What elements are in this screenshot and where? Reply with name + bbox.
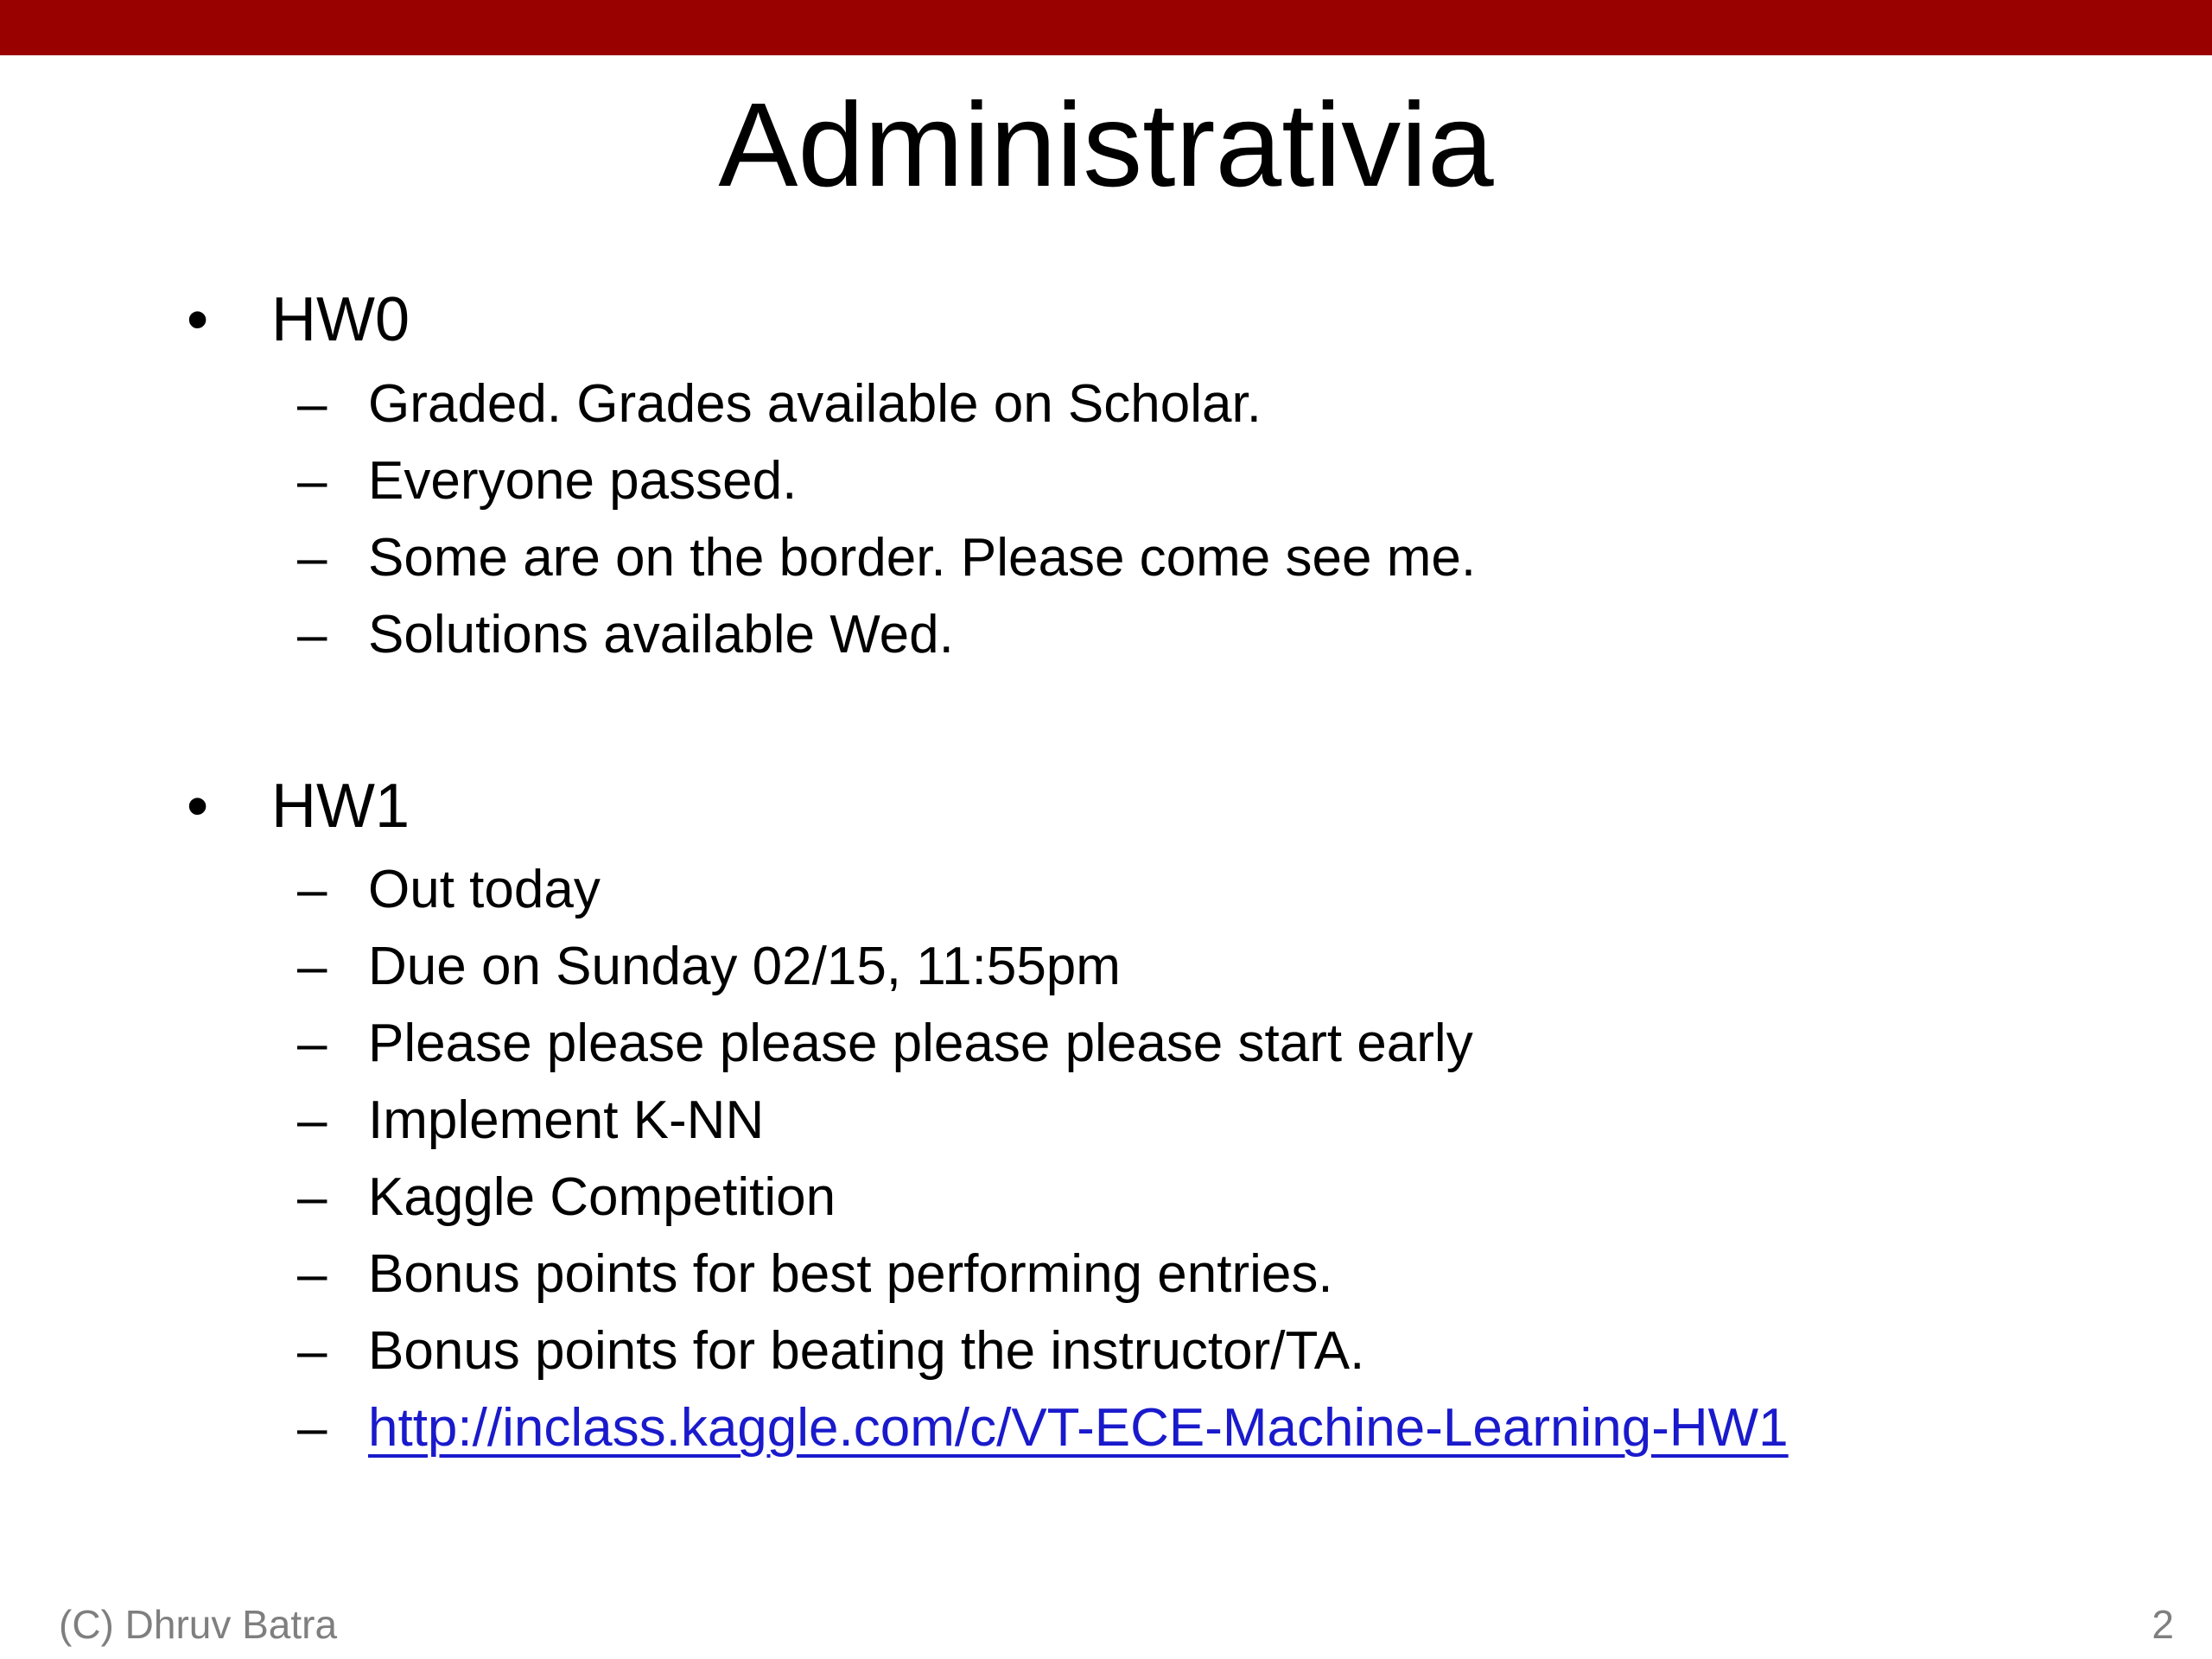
dash-marker: –: [297, 451, 327, 511]
list-item-text: Bonus points for best performing entries.: [368, 1244, 1333, 1304]
list-item-text: Everyone passed.: [368, 451, 798, 511]
list-item-text: Due on Sunday 02/15, 11:55pm: [368, 937, 1121, 996]
dash-marker: –: [297, 1090, 327, 1150]
list-item-text: Implement K-NN: [368, 1090, 765, 1150]
dash-marker: –: [297, 860, 327, 919]
bullet-marker: •: [187, 772, 209, 841]
dash-marker: –: [297, 374, 327, 434]
list-item-text: Out today: [368, 860, 601, 919]
dash-marker: –: [297, 937, 327, 996]
slide-page-number: 2: [2152, 1602, 2174, 1647]
dash-marker: –: [297, 1398, 327, 1458]
list-item-text: Solutions available Wed.: [368, 605, 954, 664]
dash-marker: –: [297, 1244, 327, 1304]
list-item-text: Kaggle Competition: [368, 1167, 836, 1227]
kaggle-competition-link[interactable]: http://inclass.kaggle.com/c/VT-ECE-Machine-Learning-HW1: [368, 1398, 1789, 1458]
slide-title: Administrativia: [718, 79, 1494, 212]
bullet-marker: •: [187, 285, 209, 354]
top-accent-bar: [0, 0, 2212, 55]
list-item-text: Please please please please please start early: [368, 1014, 1473, 1073]
list-item-text: Graded. Grades available on Scholar.: [368, 374, 1262, 434]
dash-marker: –: [297, 1014, 327, 1073]
list-item-text: Some are on the border. Please come see me.: [368, 528, 1477, 588]
list-item-text: Bonus points for beating the instructor/TA.: [368, 1321, 1365, 1381]
bullet-heading-hw0: HW0: [271, 285, 410, 354]
dash-marker: –: [297, 528, 327, 588]
footer-copyright: (C) Dhruv Batra: [59, 1602, 338, 1647]
dash-marker: –: [297, 1321, 327, 1381]
bullet-heading-hw1: HW1: [271, 772, 410, 841]
dash-marker: –: [297, 1167, 327, 1227]
dash-marker: –: [297, 605, 327, 664]
